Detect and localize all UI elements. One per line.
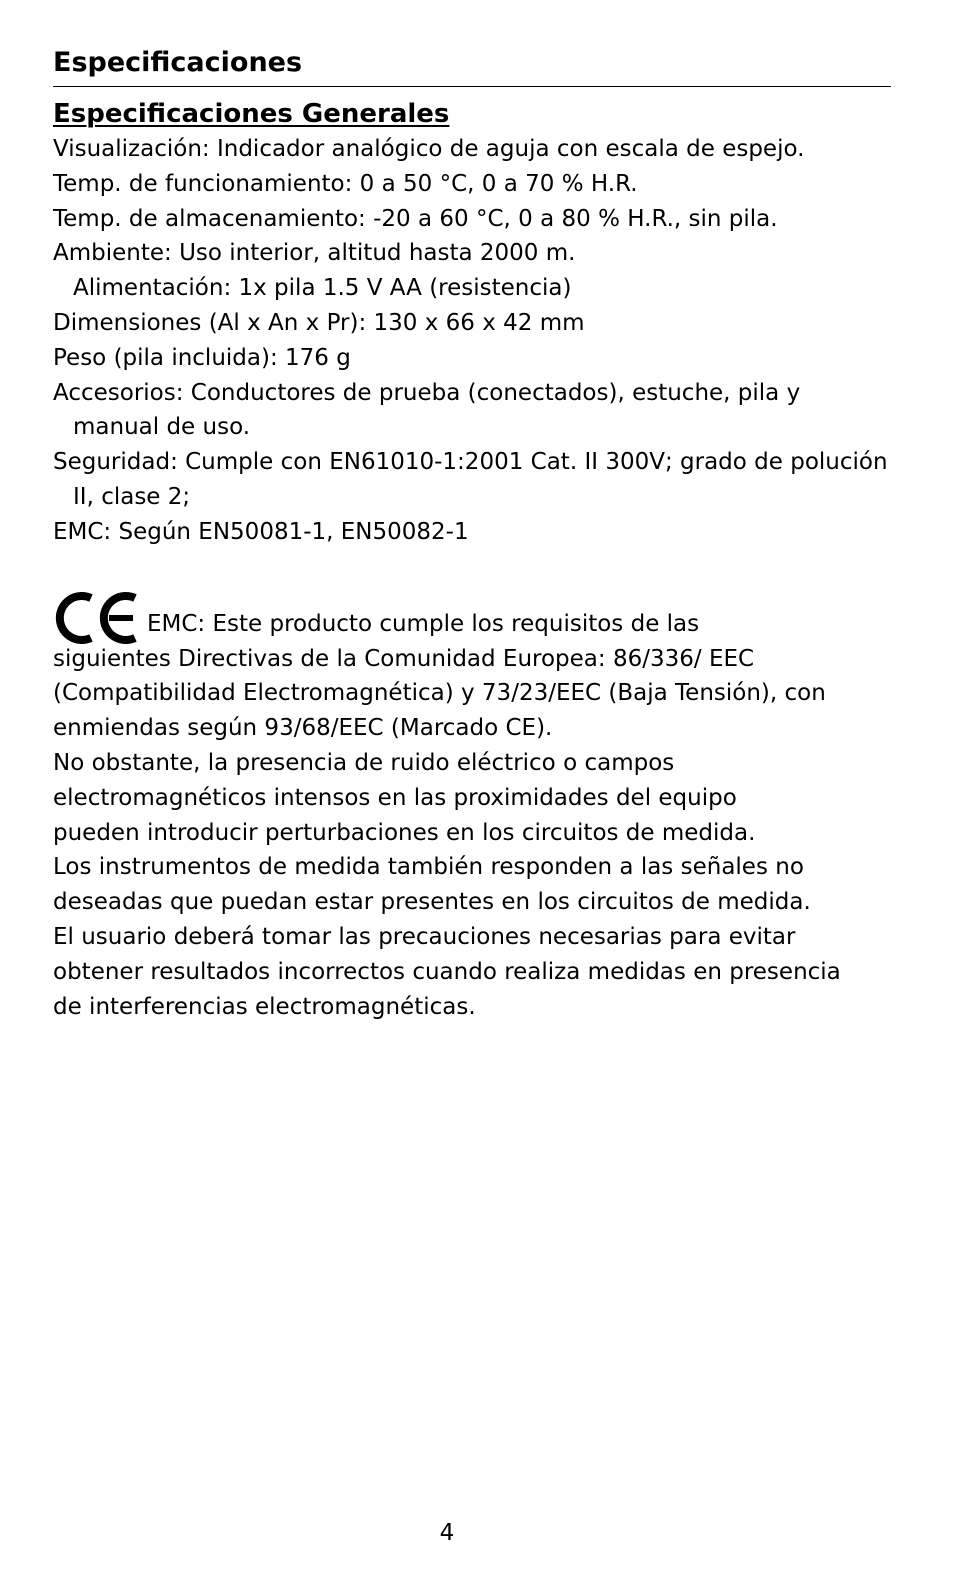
spec-operating-temp: Temp. de funcionamiento: 0 a 50 °C, 0 a 70 % H.R. — [53, 170, 638, 197]
emc-line-12: de interferencias electromagnéticas. — [53, 993, 476, 1020]
emc-line-2: siguientes Directivas de la Comunidad Europea: 86/336/ EEC — [53, 645, 755, 672]
subsection-title: Especificaciones Generales — [53, 99, 450, 129]
spec-environment: Ambiente: Uso interior, altitud hasta 2000 m. — [53, 240, 576, 267]
spec-safety: Seguridad: Cumple con EN61010-1:2001 Cat. II 300V; grado de polución II, clase 2; — [53, 449, 888, 510]
page-content — [53, 44, 891, 1024]
spec-display: Visualización: Indicador analógico de aguja con escala de espejo. — [53, 136, 805, 162]
emc-line-1: EMC: Este producto cumple los requisitos de las — [147, 610, 700, 637]
emc-line-4: enmiendas según 93/68/EEC (Marcado CE). — [53, 715, 553, 742]
emc-line-7: pueden introducir perturbaciones en los circuitos de medida. — [53, 819, 756, 846]
emc-line-10: El usuario deberá tomar las precauciones necesarias para evitar — [53, 923, 796, 950]
emc-statement — [53, 592, 891, 1025]
spec-emc: EMC: Según EN50081-1, EN50082-1 — [53, 518, 469, 545]
emc-line-11: obtener resultados incorrectos cuando realiza medidas en presencia — [53, 958, 841, 985]
emc-line-3: (Compatibilidad Electromagnética) y 73/23/EEC (Baja Tensión), con — [53, 680, 826, 707]
emc-line-5: No obstante, la presencia de ruido eléctrico o campos — [53, 749, 675, 776]
emc-line-6: electromagnéticos intensos en las proximidades del equipo — [53, 784, 737, 811]
page-number: 4 — [439, 1520, 455, 1546]
ce-line — [53, 592, 891, 642]
spec-accessories: Accesorios: Conductores de prueba (conectados), estuche, pila y manual de uso. — [53, 379, 801, 441]
emc-line-8: Los instrumentos de medida también responden a las señales no — [53, 854, 804, 881]
section-title: Especificaciones — [53, 44, 891, 87]
spec-weight: Peso (pila incluida): 176 g — [53, 344, 351, 371]
emc-line-9: deseadas que puedan estar presentes en los circuitos de medida. — [53, 889, 811, 916]
spec-power: Alimentación: 1x pila 1.5 V AA (resistencia) — [73, 275, 572, 302]
spec-list — [53, 132, 891, 550]
ce-mark-icon — [53, 590, 141, 646]
spec-dimensions: Dimensiones (Al x An x Pr): 130 x 66 x 42 mm — [53, 309, 585, 336]
spec-storage-temp: Temp. de almacenamiento: -20 a 60 °C, 0 a 80 % H.R., sin pila. — [53, 205, 778, 232]
